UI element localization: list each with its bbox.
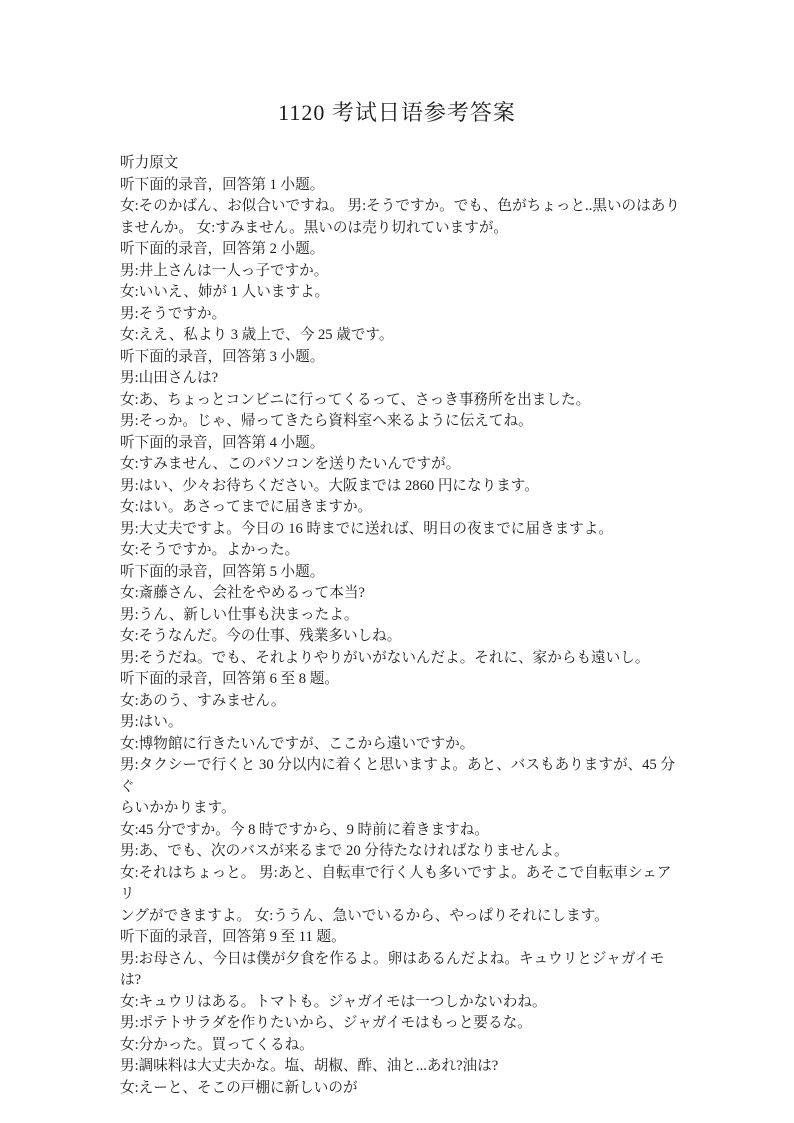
document-title: 1120 考试日语参考答案 [278,100,516,125]
transcript-line: 听下面的录音，回答第 4 小题。 [120,434,325,451]
transcript-line: 女:45 分ですか。今 8 時ですから、9 時前に着きますね。 [120,821,489,838]
transcript-line: 男:大丈夫ですよ。今日の 16 時までに送れば、明日の夜までに届きますよ。 [120,520,613,537]
transcript-line: 女:それはちょっと。 男:あと、自転車で行く人も多いですよ。あそこで自転車シェアリ [120,864,672,902]
transcript-line: 男:お母さん、今日は僕が夕食を作るよ。卵はあるんだよね。キュウリとジャガイモは? [120,950,665,988]
transcript-line: 男:タクシーで行くと 30 分以内に着くと思いますよ。あと、バスもありますが、45 分ぐ [120,757,675,795]
transcript-line: 听下面的录音，回答第 2 小题。 [120,241,325,257]
transcript-line: 男:はい。 [120,714,183,730]
transcript-line: 听下面的录音，回答第 1 小题。 [120,176,325,193]
transcript-line: 女:キュウリはある。トマトも。ジャガイモは一つしかないわね。 [120,993,547,1010]
transcript-line: 女:博物館に行きたいんですが、ここから遠いですか。 [120,735,475,752]
transcript-line: 听下面的录音，回答第 3 小题。 [120,348,325,365]
transcript-line: 女:あ、ちょっとコンビニに行ってくるって、さっき事務所を出ました。 [120,391,591,408]
transcript-line: 男:ポテトサラダを作りたいから、ジャガイモはもっと要るな。 [120,1015,532,1031]
transcript-line: 男:そうですか。 [120,305,227,322]
transcript-line: ングができますよ。 女:ううん、急いでいるから、やっぱりそれにします。 [120,907,609,924]
transcript-line: 男:はい、少々お待ちください。大阪までは 2860 円になります。 [120,477,539,494]
transcript-line: 男:あ、でも、次のバスが来るまで 20 分待たなければなりませんよ。 [120,843,569,859]
transcript-line: 男:うん、新しい仕事も決まったよ。 [120,606,359,623]
transcript-line: 女:分かった。買ってくるね。 [120,1036,314,1053]
transcript-line: 女:そのかばん、お似合いですね。 男:そうですか。でも、色がちょっと..黒いのはあり [120,198,680,214]
transcript-line: 女:すみません、このパソコンを送りたいんですが。 [120,456,461,472]
transcript-line: ませんか。 女:すみません。黒いのは売り切れていますが。 [120,219,509,236]
transcript-line: 女:そうですか。よかった。 [120,542,300,558]
transcript-line: 女:あのう、すみません。 [120,692,286,709]
transcript-line: 女:斎藤さん、会社をやめるって本当? [120,585,365,601]
transcript-line: 男:そうだね。でも、それよりやりがいがないんだよ。それに、家からも遠いし。 [120,649,650,666]
transcript-line: 男:そっか。じゃ、帰ってきたら資料室へ来るように伝えてね。 [120,413,533,429]
transcript-line: 听下面的录音，回答第 5 小题。 [120,563,325,580]
transcript-line: らいかかります。 [120,800,236,816]
transcript-line: 女:はい。あさってまでに届きますか。 [120,499,373,515]
transcript-line: 男:井上さんは一人っ子ですか。 [120,262,329,279]
transcript [120,175,680,1100]
transcript-line: 男:山田さんは? [120,370,219,386]
transcript-line: 男:調味料は大丈夫かな。塩、胡椒、酢、油と...あれ?油は? [120,1058,499,1074]
transcript-line: 听下面的录音，回答第 6 至 8 题。 [120,671,339,687]
transcript-line: 女:いいえ、姉が 1 人いますよ。 [120,284,330,300]
transcript-line: 女:ええ、私より 3 歳上で、今 25 歳です。 [120,327,394,343]
transcript-line: 女:えーと、そこの戸棚に新しいのが [120,1079,358,1096]
document-body [0,153,794,1099]
transcript-line: 女:そうなんだ。今の仕事、残業多いしね。 [120,628,402,644]
section-heading: 听力原文 [120,155,179,171]
transcript-line: 听下面的录音，回答第 9 至 11 题。 [120,929,346,945]
